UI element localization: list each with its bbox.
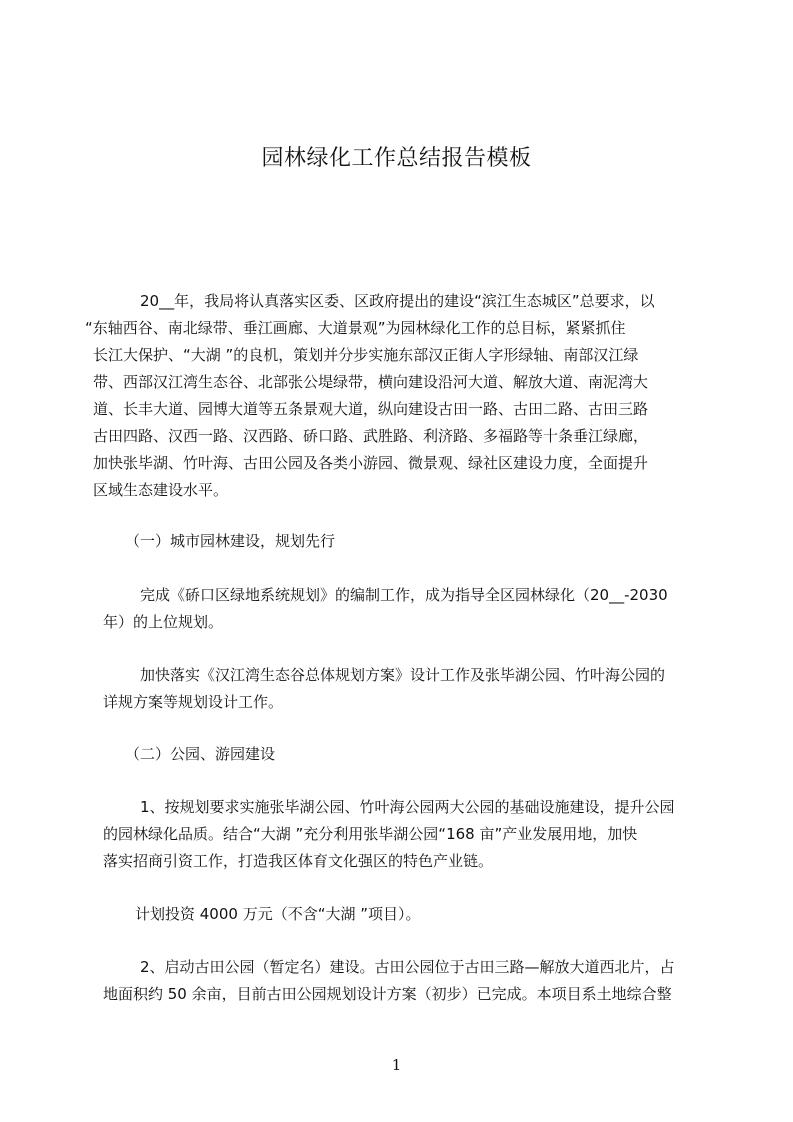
body-line-14: 的园林绿化品质。结合“大湖 ”充分利用张毕湖公园“168 亩”产业发展用地，加快 (103, 825, 638, 843)
section-heading-1: （一）城市园林建设，规划先行 (125, 532, 336, 550)
body-line-4: 带、西部汉江湾生态谷、北部张公堤绿带，横向建设沿河大道、解放大道、南泥湾大 (93, 373, 649, 391)
document-title: 园林绿化工作总结报告模板 (261, 146, 532, 171)
body-line-9: 完成《硚口区绿地系统规划》的编制工作，成为指导全区园林绿化（20__-2030 (140, 586, 668, 604)
section-heading-2: （二）公园、游园建设 (125, 745, 276, 763)
body-line-18: 地面积约 50 余亩，目前古田公园规划设计方案（初步）已完成。本项目系土地综合整 (103, 985, 672, 1003)
body-line-10: 年）的上位规划。 (103, 613, 224, 631)
body-line-8: 区域生态建设水平。 (93, 481, 229, 499)
body-line-1: 20__年，我局将认真落实区委、区政府提出的建设“滨江生态城区”总要求，以 (140, 292, 655, 310)
body-line-16: 计划投资 4000 万元（不含“大湖 ”项目）。 (135, 905, 421, 923)
body-line-13: 1、按规划要求实施张毕湖公园、竹叶海公园两大公园的基础设施建设，提升公园 (140, 798, 675, 816)
body-line-5: 道、长丰大道、园博大道等五条景观大道，纵向建设古田一路、古田二路、古田三路 (93, 400, 649, 418)
body-line-2: “东轴西谷、南北绿带、垂江画廊、大道景观”为园林绿化工作的总目标，紧紧抓住 (85, 319, 626, 337)
body-line-15: 落实招商引资工作，打造我区体育文化强区的特色产业链。 (103, 852, 494, 870)
body-line-17: 2、启动古田公园（暂定名）建设。古田公园位于古田三路—解放大道西北片，占 (140, 958, 675, 976)
body-line-12: 详规方案等规划设计工作。 (103, 693, 284, 711)
body-line-11: 加快落实《汉江湾生态谷总体规划方案》设计工作及张毕湖公园、竹叶海公园的 (140, 666, 666, 684)
page-number: 1 (391, 1056, 402, 1074)
body-line-3: 长江大保护、“大湖 ”的良机，策划并分步实施东部汉正街人字形绿轴、南部汉江绿 (93, 346, 639, 364)
body-line-6: 古田四路、汉西一路、汉西路、硚口路、武胜路、利济路、多福路等十条垂江绿廊， (93, 427, 649, 445)
body-line-7: 加快张毕湖、竹叶海、古田公园及各类小游园、微景观、绿社区建设力度，全面提升 (93, 454, 649, 472)
